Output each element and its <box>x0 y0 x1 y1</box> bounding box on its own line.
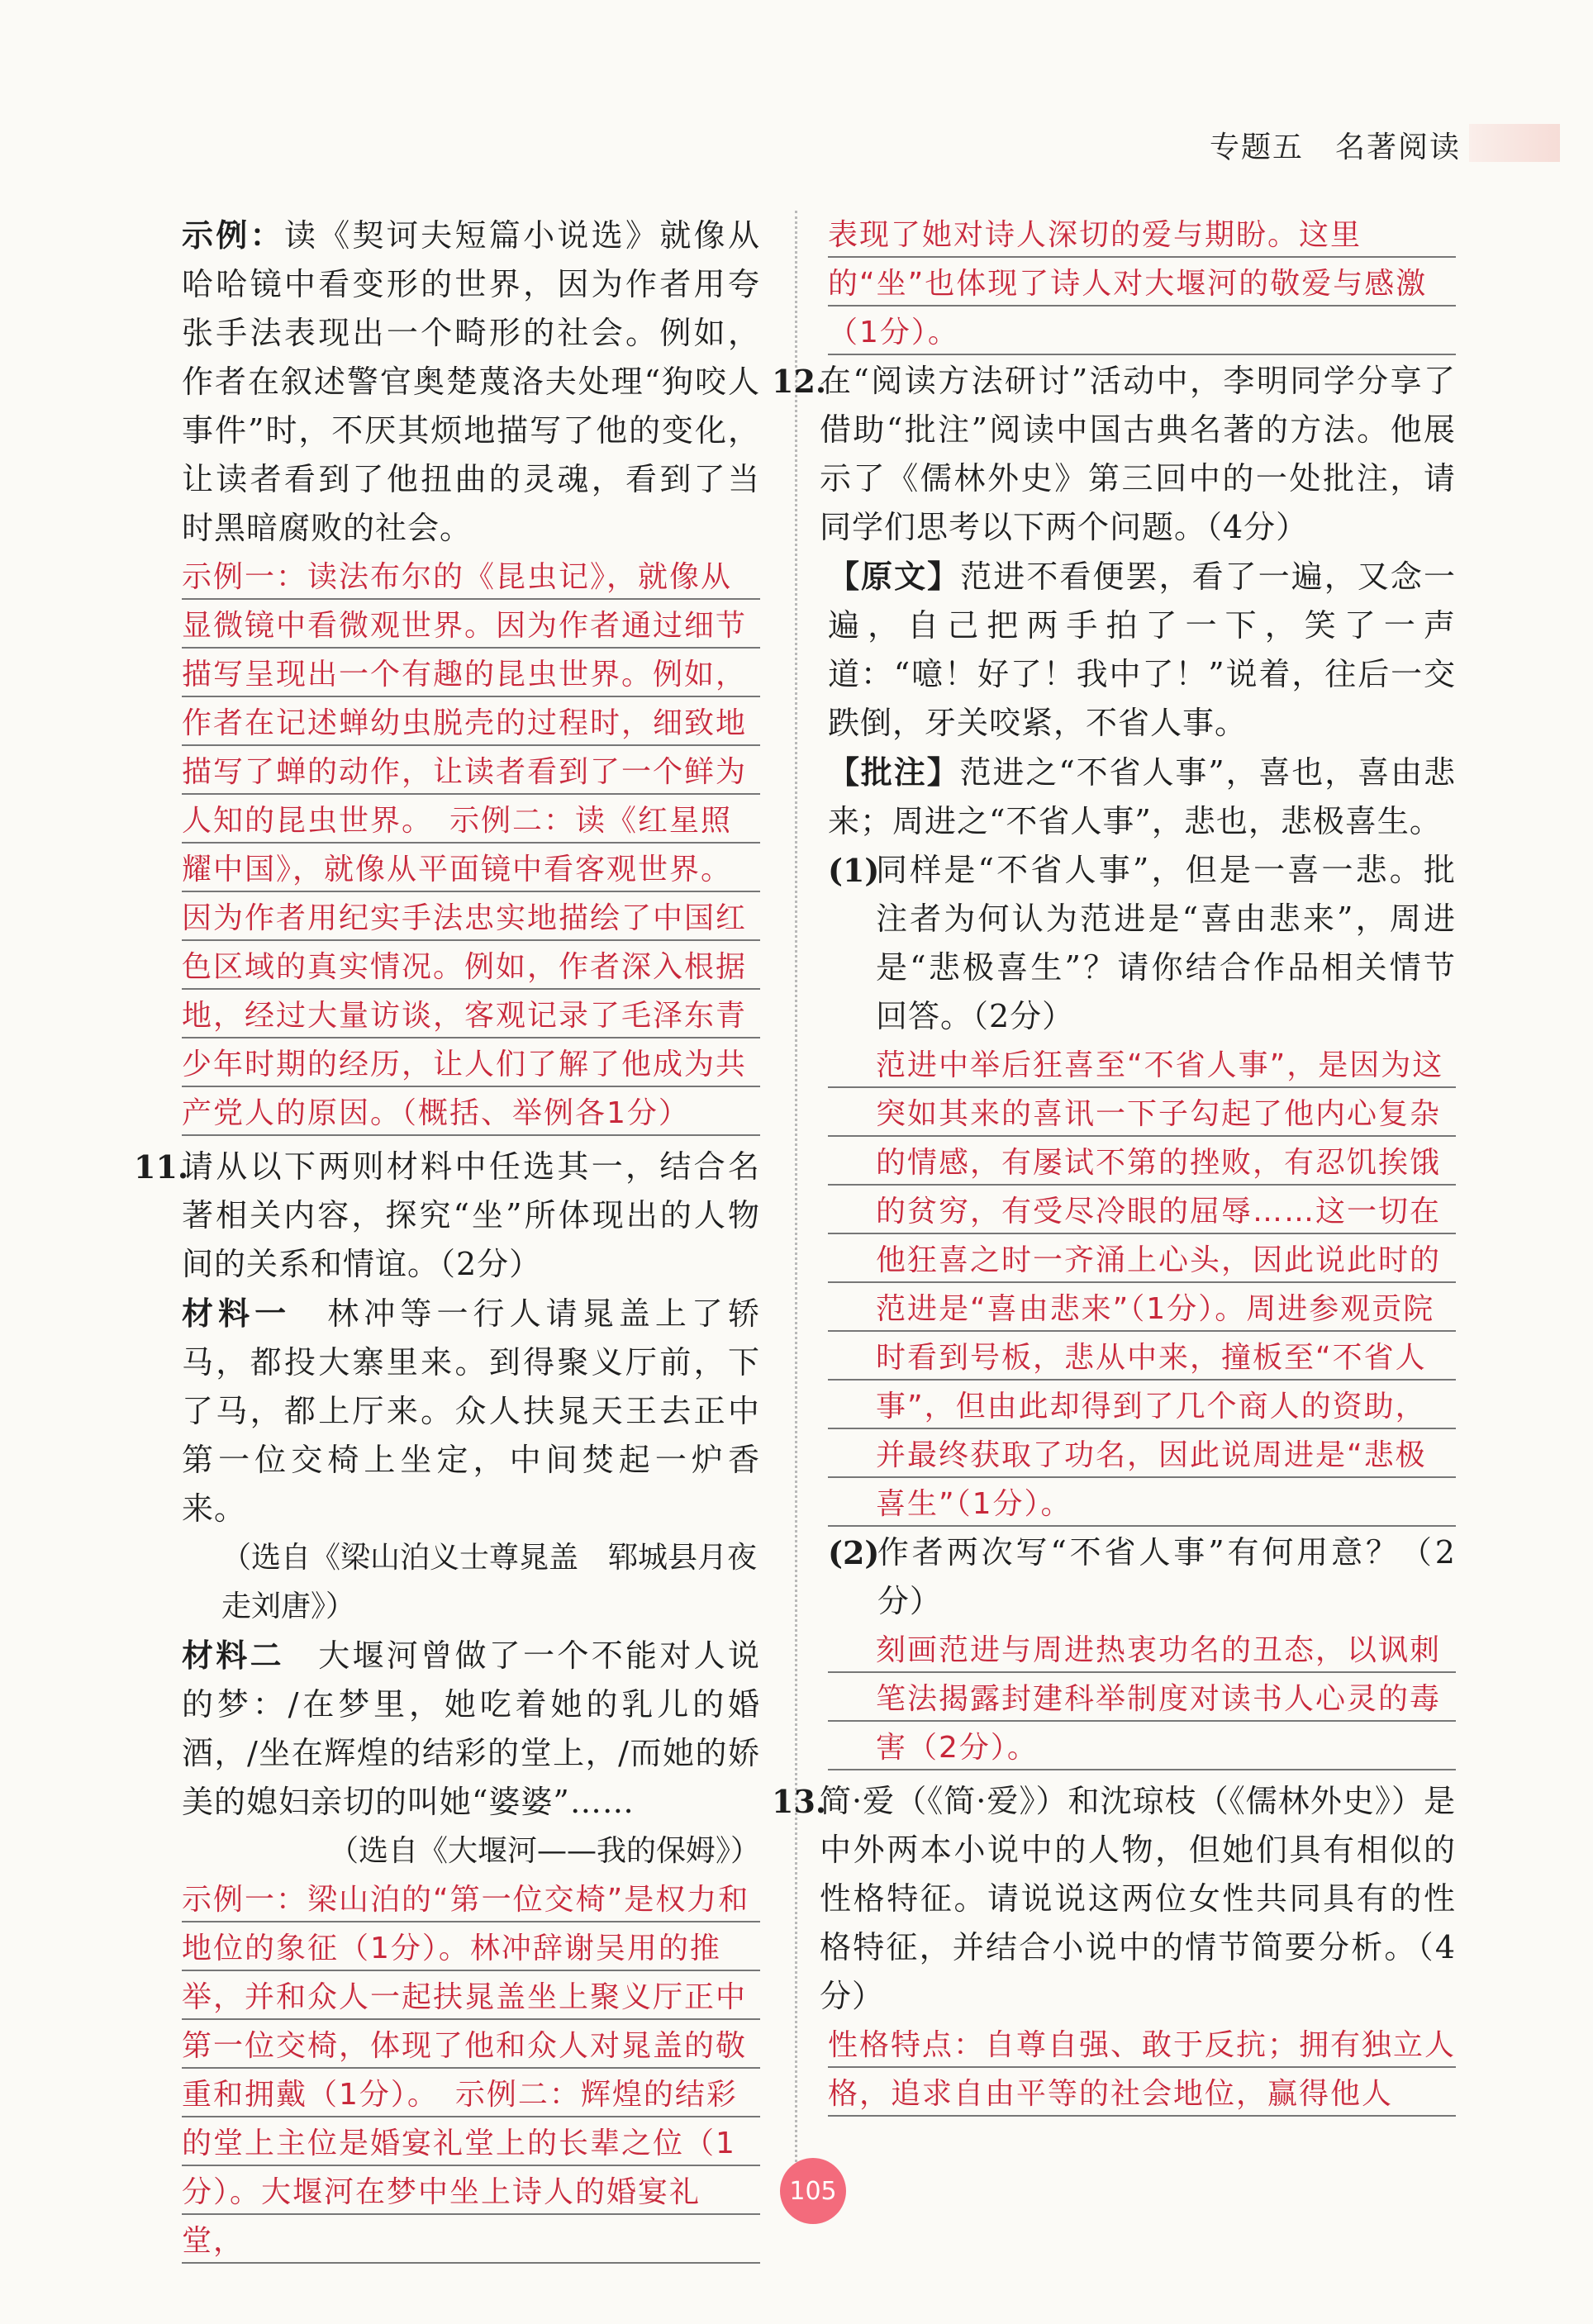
sub-question-number: (1) <box>828 852 880 889</box>
example-text: 读《契诃夫短篇小说选》就像从哈哈镜中看变形的世界，因为作者用夸张手法表现出一个畸形的社会。例如，作者在叙述警官奥楚蔑洛夫处理“狗咬人事件”时，不厌其烦地描写了他的变化，让读者看到了他扭曲的灵魂，看到了当时黑暗腐败的社会。 <box>182 217 760 546</box>
question-number: 11. <box>134 1148 189 1186</box>
material-2-source: （选自《大堰河——我的保姆》） <box>328 1834 760 1868</box>
answer-q11-continued: 表现了她对诗人深切的爱与期盼。这里的“坐”也体现了诗人对大堰河的敬爱与感激（1分）。 <box>828 211 1456 357</box>
material-1-text: 林冲等一行人请晁盖上了轿马，都投大寨里来。到得聚义厅前，下了马，都上厅来。众人扶晁天王去正中第一位交椅上坐定，中间焚起一炉香来。 <box>182 1295 760 1527</box>
question-number: 13. <box>772 1783 827 1820</box>
page-number-badge: 105 <box>780 2158 846 2224</box>
material-2-label: 材料二 <box>182 1637 284 1674</box>
answer-q10: 示例一：读法布尔的《昆虫记》，就像从显微镜中看微观世界。因为作者通过细节描写呈现出一个有趣的昆虫世界。例如，作者在记述蝉幼虫脱壳的过程时，细致地描写了蝉的动作，让读者看到了一个鲜为人知的昆虫世界。 示例二：读《红星照耀中国》，就像从平面镜中看客观世界。因为作者用纪实手法忠实地描绘了中国红色区域的真实情况。例如，作者深入根据地，经过大量访谈，客观记录了毛泽东青少年时期的经历，让人们了解了他成为共产党人的原因。（概括、举例各1分） <box>182 553 760 1138</box>
annotation-content: 范进之“不省人事”，喜也，喜由悲来；周进之“不省人事”，悲也，悲极喜生。 <box>828 754 1456 839</box>
sub-question-12-2 <box>828 1528 1456 1626</box>
example-paragraph <box>182 211 760 553</box>
original-label: 【原文】 <box>828 558 961 595</box>
material-1-source: （选自《梁山泊义士尊晁盖 郓城县月夜走刘唐》） <box>221 1541 758 1623</box>
example-label: 示例： <box>182 216 284 254</box>
sub-question-text: 同样是“不省人事”，但是一喜一悲。批注者为何认为范进是“喜由悲来”，周进是“悲极喜生”？请你结合作品相关情节回答。（2分） <box>876 852 1456 1034</box>
sub-question-12-1 <box>828 846 1456 1041</box>
answer-q13: 性格特点：自尊自强、敢于反抗；拥有独立人格，追求自由平等的社会地位，赢得他人 <box>828 2021 1456 2118</box>
question-text: 在“阅读方法研讨”活动中，李明同学分享了借助“批注”阅读中国古典名著的方法。他展示了《儒林外史》第三回中的一处批注，请同学们思考以下两个问题。（4分） <box>820 363 1456 545</box>
question-text: 简·爱（《简·爱》）和沈琼枝（《儒林外史》）是中外两本小说中的人物，但她们具有相似的性格特征。请说说这两位女性共同具有的性格特征，并结合小说中的情节简要分析。（4分） <box>820 1783 1456 2014</box>
material-1 <box>182 1289 760 1533</box>
material-2 <box>182 1631 760 1827</box>
annotation-label: 【批注】 <box>828 753 960 791</box>
answer-q11: 示例一：梁山泊的“第一位交椅”是权力和地位的象征（1分）。林冲辞谢吴用的推举，并和众人一起扶晁盖坐上聚义厅正中第一位交椅，体现了他和众人对晁盖的敬重和拥戴（1分）。 示例二：辉煌的结彩的堂上主位是婚宴礼堂上的长辈之位（1分）。大堰河在梦中坐上诗人的婚宴礼堂， <box>182 1875 760 2265</box>
sub-question-number: (2) <box>828 1534 880 1571</box>
original-content: 范进不看便罢，看了一遍，又念一遍，自己把两手拍了一下，笑了一声道：“噫！好了！我中了！”说着，往后一交跌倒，牙关咬紧，不省人事。 <box>828 558 1456 741</box>
material-2-text: 大堰河曾做了一个不能对人说的梦：/在梦里，她吃着她的乳儿的婚酒，/坐在辉煌的结彩的堂上，/而她的娇美的媳妇亲切的叫她“婆婆”…… <box>182 1637 760 1820</box>
annotation-text <box>828 748 1456 846</box>
question-text: 请从以下两则材料中任选其一，结合名著相关内容，探究“坐”所体现出的人物间的关系和情谊。（2分） <box>182 1148 760 1282</box>
material-1-label: 材料一 <box>182 1295 292 1332</box>
left-column <box>134 211 760 2265</box>
original-text <box>828 552 1456 748</box>
page-header: 专题五 名著阅读 <box>1209 131 1461 164</box>
sub-question-text: 作者两次写“不省人事”有何用意？（2分） <box>877 1534 1456 1619</box>
question-number: 12. <box>772 363 827 400</box>
question-12 <box>772 357 1456 552</box>
answer-q12-1: 范进中举后狂喜至“不省人事”，是因为这突如其来的喜讯一下子勾起了他内心复杂的情感，有屡试不第的挫败，有忍饥挨饿的贫穷，有受尽冷眼的屈辱……这一切在他狂喜之时一齐涌上心头，因此说此时的范进是“喜由悲来”（1分）。周进参观贡院时看到号板，悲从中来，撞板至“不省人事”，但由此却得到了几个商人的资助，并最终获取了功名，因此说周进是“悲极喜生”（1分）。 <box>828 1041 1456 1528</box>
question-11 <box>134 1143 760 1289</box>
header-decoration <box>1469 124 1560 162</box>
answer-q12-2: 刻画范进与周进热衷功名的丑态，以讽刺笔法揭露封建科举制度对读书人心灵的毒害（2分）。 <box>828 1626 1456 1772</box>
right-column <box>772 211 1457 2118</box>
question-13 <box>772 1777 1456 2021</box>
